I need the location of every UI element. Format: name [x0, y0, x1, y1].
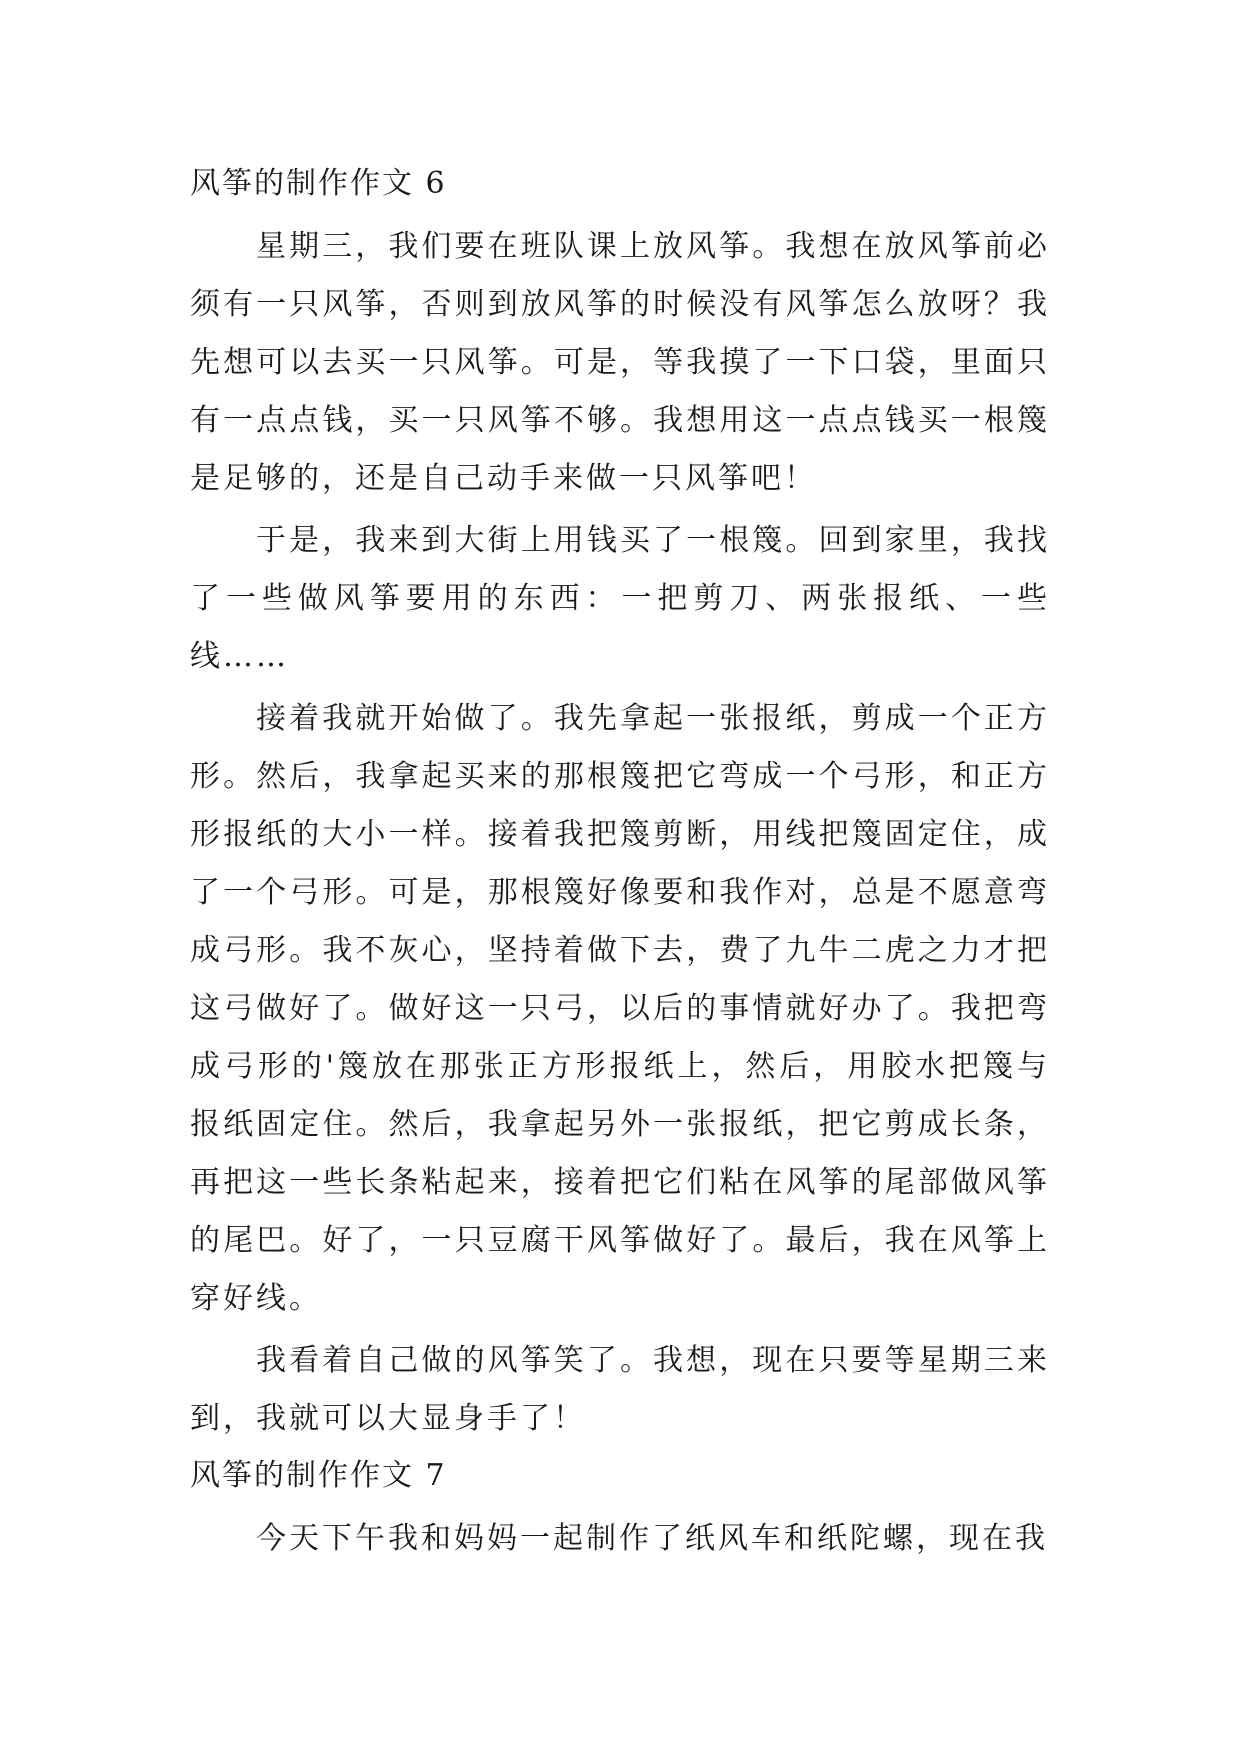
essay-paragraph: 今天下午我和妈妈一起制作了纸风车和纸陀螺，现在我	[256, 1521, 1048, 1556]
document-page	[190, 160, 1050, 1572]
essay-title: 风筝的制作作文 7	[190, 1458, 447, 1493]
essay-title: 风筝的制作作文 6	[190, 166, 447, 201]
essay-paragraph: 星期三，我们要在班队课上放风筝。我想在放风筝前必须有一只风筝，否则到放风筝的时候没有风筝怎么放呀？我先想可以去买一只风筝。可是，等我摸了一下口袋，里面只有一点点钱，买一只风筝不够。我想用这一点点钱买一根篾是足够的，还是自己动手来做一只风筝吧！	[190, 229, 1050, 496]
essay-section-6	[190, 160, 1050, 1448]
essay-paragraph: 接着我就开始做了。我先拿起一张报纸，剪成一个正方形。然后，我拿起买来的那根篾把它弯成一个弓形，和正方形报纸的大小一样。接着我把篾剪断，用线把篾固定住，成了一个弓形。可是，那根篾好像要和我作对，总是不愿意弯成弓形。我不灰心，坚持着做下去，费了九牛二虎之力才把这弓做好了。做好这一只弓，以后的事情就好办了。我把弯成弓形的'篾放在那张正方形报纸上，然后，用胶水把篾与报纸固定住。然后，我拿起另外一张报纸，把它剪成长条，再把这一些长条粘起来，接着把它们粘在风筝的尾部做风筝的尾巴。好了，一只豆腐干风筝做好了。最后，我在风筝上穿好线。	[190, 701, 1050, 1316]
essay-paragraph: 我看着自己做的风筝笑了。我想，现在只要等星期三来到，我就可以大显身手了！	[190, 1343, 1050, 1436]
essay-section-7	[190, 1452, 1050, 1568]
essay-paragraph: 于是，我来到大街上用钱买了一根篾。回到家里，我找了一些做风筝要用的东西：一把剪刀、两张报纸、一些线……	[190, 523, 1050, 674]
